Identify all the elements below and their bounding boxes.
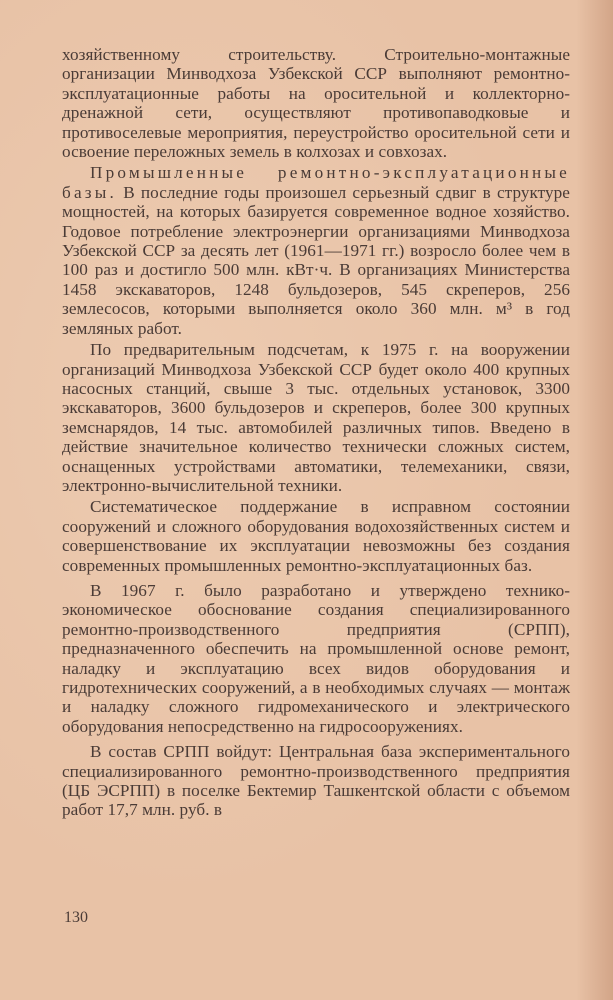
page-number: 130 — [64, 909, 88, 926]
paragraph-srpp-composition: В состав СРПП войдут: Центральная база экспериментального специализированного ремонтно-производственного предприятия (ЦБ ЭСРПП) в поселке Бектемир Ташкентской области с объемом работ 17,7 млн. руб. в — [62, 742, 570, 820]
section-heading-repair-bases: Промышленные ремонтно-эксплуатационные базы. — [62, 163, 570, 202]
paragraph-repair-bases — [62, 163, 570, 338]
paragraph-maintenance-need: Систематическое поддержание в исправном состоянии сооружений и сложного оборудования водохозяйственных систем и совершенствование их эксплуатации невозможны без создания современных промышленных ремонтно-эксплуатационных баз. — [62, 497, 570, 575]
paragraph-equipment-forecast-1975: По предварительным подсчетам, к 1975 г. на вооружении организаций Минводхоза Узбекской ССР будет около 400 крупных насосных станций, свыше 3 тыс. отдельных установок, 3300 экскаваторов, 3600 бульдозеров и скреперов, более 300 крупных земснарядов, 14 тыс. автомобилей различных типов. Введено в действие значительное количество технически сложных систем, оснащенных устройствами автоматики, телемеханики, связи, электронно-вычислительной техники. — [62, 340, 570, 495]
paragraph-srpp-1967: В 1967 г. было разработано и утверждено технико-экономическое обоснование создания специализированного ремонтно-производственного предприятия (СРПП), предназначенного обеспечить на промышленной основе ремонт, наладку и эксплуатацию всех видов оборудования и гидротехнических сооружений, а в необходимых случаях — монтаж и наладку сложного гидромеханического и электрического оборудования непосредственно на гидросооружениях. — [62, 580, 570, 736]
book-page-body — [62, 45, 570, 820]
paragraph-construction-organizations: хозяйственному строительству. Строительно-монтажные организации Минводхоза Узбекской ССР выполняют ремонтно-эксплуатационные работы на оросительной и коллекторно-дренажной сети, осуществляют противопаводковые и противоселевые мероприятия, переустройство оросительной сети и освоение переложных земель в колхозах и совхозах. — [62, 45, 570, 162]
paragraph-repair-bases-text: В последние годы произошел серьезный сдвиг в структуре мощностей, на которых базируется современное водное хозяйство. Годовое потребление электроэнергии организациями Минводхоза Узбекской ССР за десять лет (1961—1971 гг.) возросло более чем в 100 раз и достигло 500 млн. кВт·ч. В организациях Министерства 1458 экскаваторов, 1248 бульдозеров, 545 скреперов, 256 землесосов, которыми выполняется около 360 млн. м³ в год земляных работ. — [62, 182, 570, 338]
